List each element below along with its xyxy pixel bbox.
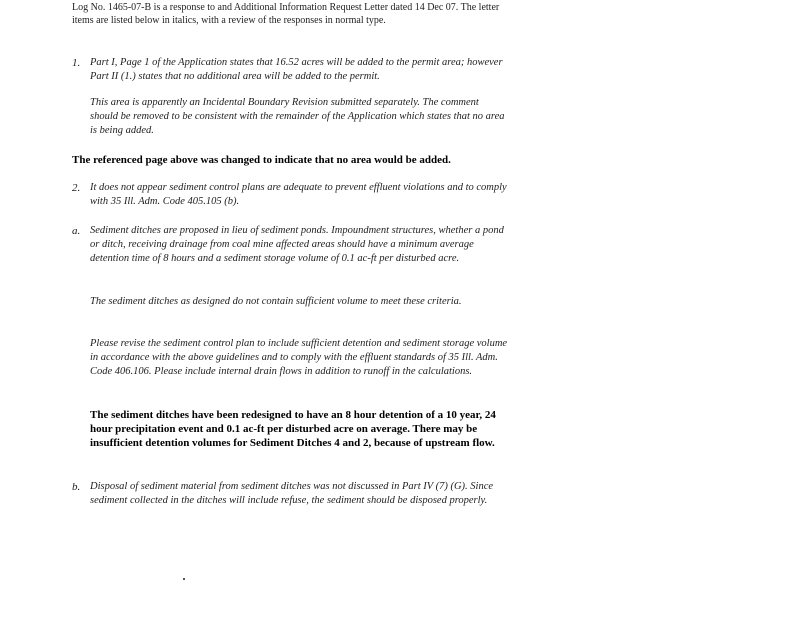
item-a-criteria: The sediment ditches as designed do not contain sufficient volume to meet these criteria. xyxy=(90,296,462,307)
item-a-letter: a. xyxy=(72,225,81,237)
item-a-request: Please revise the sediment control plan to include sufficient detention and sediment storage volume in accordance with the above guidelines and to comply with the effluent standards of 35 Ill. Adm. Code 406.106. Please include internal drain flows in addition to runoff in the calculations. xyxy=(90,338,508,378)
item-2-number: 2. xyxy=(72,182,81,194)
item-b-comment: Disposal of sediment material from sediment ditches was not discussed in Part IV (7) (G). Since sediment collected in the ditches will include refuse, the sediment should be disposed properly. xyxy=(90,481,494,507)
item-2-comment: It does not appear sediment control plans are adequate to prevent effluent violations and to comply with 35 Ill. Adm. Code 405.105 (b). xyxy=(90,182,507,208)
item-1-response: The referenced page above was changed to indicate that no area would be added. xyxy=(72,154,451,166)
item-1-explanation: This area is apparently an Incidental Boundary Revision submitted separately. The comment should be removed to be consistent with the remainder of the Application which states that no area is being added. xyxy=(90,97,505,137)
item-a-response: The sediment ditches have been redesigned to have an 8 hour detention of a 10 year, 24 hour precipitation event and 0.1 ac-ft per disturbed acre on average. There may be insufficient detention volumes for Sediment Ditches 4 and 2, because of upstream flow. xyxy=(90,409,496,450)
intro-paragraph: Log No. 1465-07-B is a response to and Additional Information Request Letter dated 14 Dec 07. The letter items are listed below in italics, with a review of the responses in normal type. xyxy=(72,2,500,26)
item-a-comment: Sediment ditches are proposed in lieu of sediment ponds. Impoundment structures, whether a pond or ditch, receiving drainage from coal mine affected areas should have a minimum average detention time of 8 hours and a sediment storage volume of 0.1 ac-ft per disturbed acre. xyxy=(90,225,504,265)
item-1-comment: Part I, Page 1 of the Application states that 16.52 acres will be added to the permit area; however Part II (1.) states that no additional area will be added to the permit. xyxy=(90,57,503,83)
item-1-number: 1. xyxy=(72,57,81,69)
item-b-letter: b. xyxy=(72,481,81,493)
scan-speck xyxy=(183,578,185,580)
